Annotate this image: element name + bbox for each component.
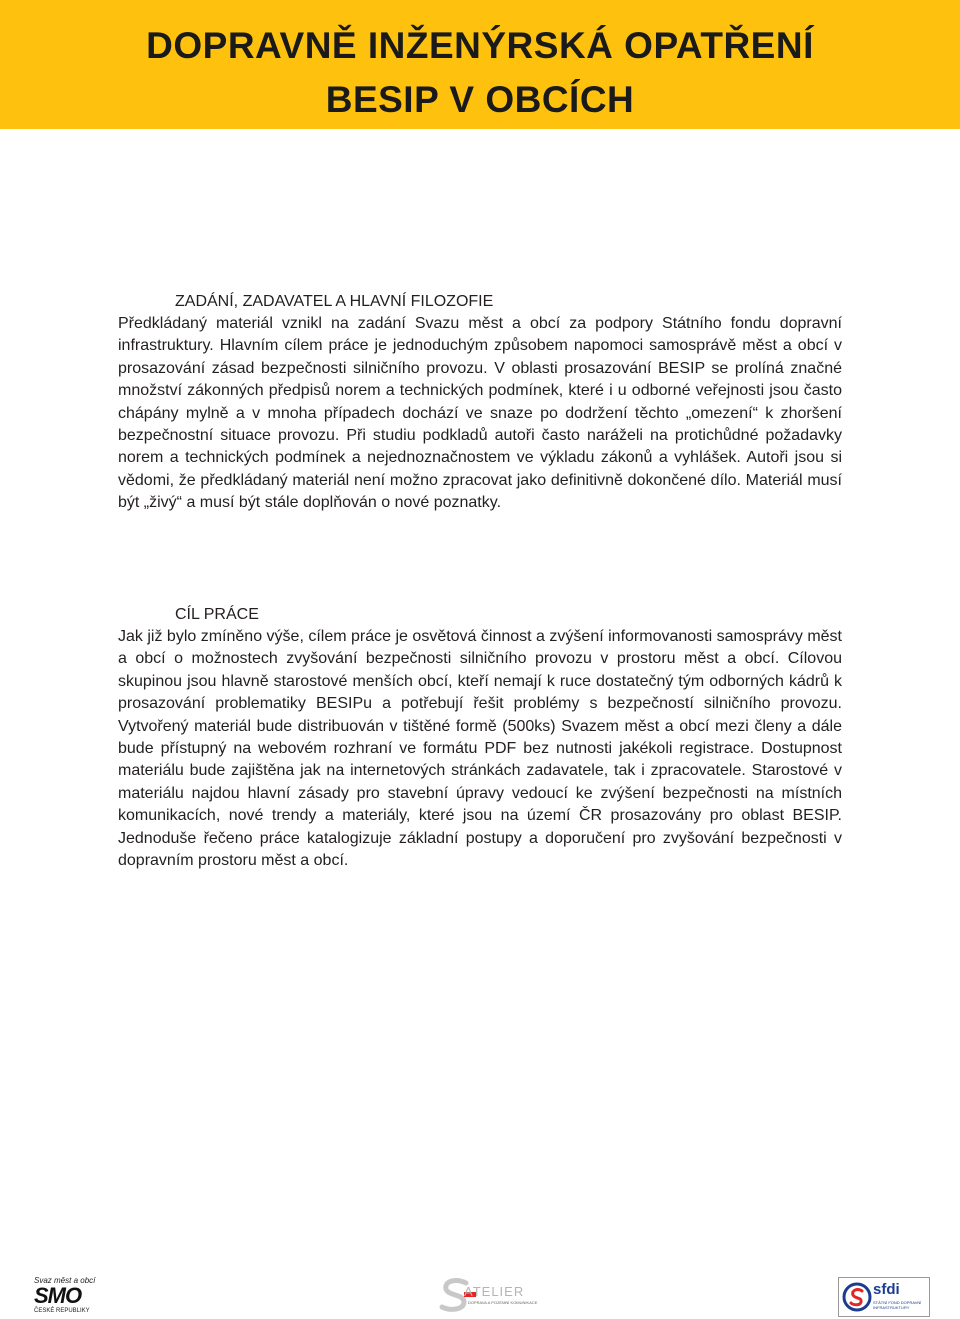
section-body: Předkládaný materiál vznikl na zadání Svazu měst a obcí za podpory Státního fondu dopravní infrastruktury. Hlavním cílem práce je jednoduchým způsobem napomoci samosprávě měst a obcí v prosazování zásad bezpečnosti silničního provozu. V oblasti prosazování BESIP se prolíná značné množství zákonných předpisů norem a technických podmínek, které i u odborné veřejnosti jsou často chápány mylně a v mnoha případech dochází ve snaze po dodržení těchto „omezení“ k zhoršení bezpečnostní situace provozu. Při studiu podkladů autoři často naráželi na protichůdné požadavky norem a technických podmínek a nejednoznačnostem ve výkladu zákonů a vyhlášek. Autoři jsou si vědomi, že předkládaný materiál není možno zpracovat jako definitivně dokončené dílo. Materiál musí být „živý“ a musí být stále doplňován o nové poznatky.	[118, 315, 842, 512]
section-assignment	[118, 291, 842, 515]
page-title-line-2: BESIP V OBCÍCH	[325, 79, 635, 120]
section-body: Jak již bylo zmíněno výše, cílem práce je osvětová činnost a zvýšení informovanosti samosprávy měst a obcí o možnostech zvyšování bezpečnosti silničního provozu v prostoru měst a obcí. Cílovou skupinou jsou hlavně starostové menších obcí, kteří nemají k ruce dostatečný tým odborných kádrů k prosazování problematiky BESIPu a potřebují řešit problémy s bezpečností silničního provozu. Vytvořený materiál bude distribuován v tištěné formě (500ks) Svazem měst a obcí mezi členy a dále bude přístupný na webovém rozhraní ve formátu PDF bez nutnosti jakékoli registrace. Dostupnost materiálu bude zajištěna jak na internetových stránkách zadavatele, tak i zpracovatele. Starostové v materiálu najdou hlavní zásady pro stavební úpravy vedoucí ke zvýšení bezpečnosti na místních komunikacích, nové trendy a materiály, které jsou na území ČR prosazovány pro oblast BESIP. Jednoduše řečeno práce katalogizuje základní postupy a doporučení pro zvyšování bezpečnosti v dopravním prostoru měst a obcí.	[118, 628, 842, 870]
smo-logo-subcaption: ČESKÉ REPUBLIKY	[34, 1308, 90, 1314]
sfdi-logo-name: sfdi	[873, 1281, 900, 1298]
section-heading: ZADÁNÍ, ZADAVATEL A HLAVNÍ FILOZOFIE	[175, 293, 494, 310]
atelier-logo-subtitle: DOPRAVA A POZEMNÍ KOMUNIKACE	[468, 1300, 538, 1305]
section-goal	[118, 604, 842, 872]
page-title-line-1: DOPRAVNĚ INŽENÝRSKÁ OPATŘENÍ	[146, 25, 814, 66]
sfdi-emblem-icon	[842, 1282, 872, 1312]
smo-logo-mark: SMO	[34, 1283, 82, 1308]
atelier-logo	[438, 1278, 538, 1314]
sfdi-logo-subtitle: STÁTNÍ FOND DOPRAVNÍ INFRASTRUKTURY	[873, 1300, 922, 1310]
title-banner	[0, 0, 960, 129]
smo-logo-caption: Svaz měst a obcí	[34, 1276, 96, 1285]
smo-logo	[30, 1276, 94, 1316]
atelier-logo-name: ATELIER	[464, 1284, 525, 1299]
section-heading: CÍL PRÁCE	[175, 606, 259, 623]
sfdi-logo	[838, 1277, 930, 1317]
